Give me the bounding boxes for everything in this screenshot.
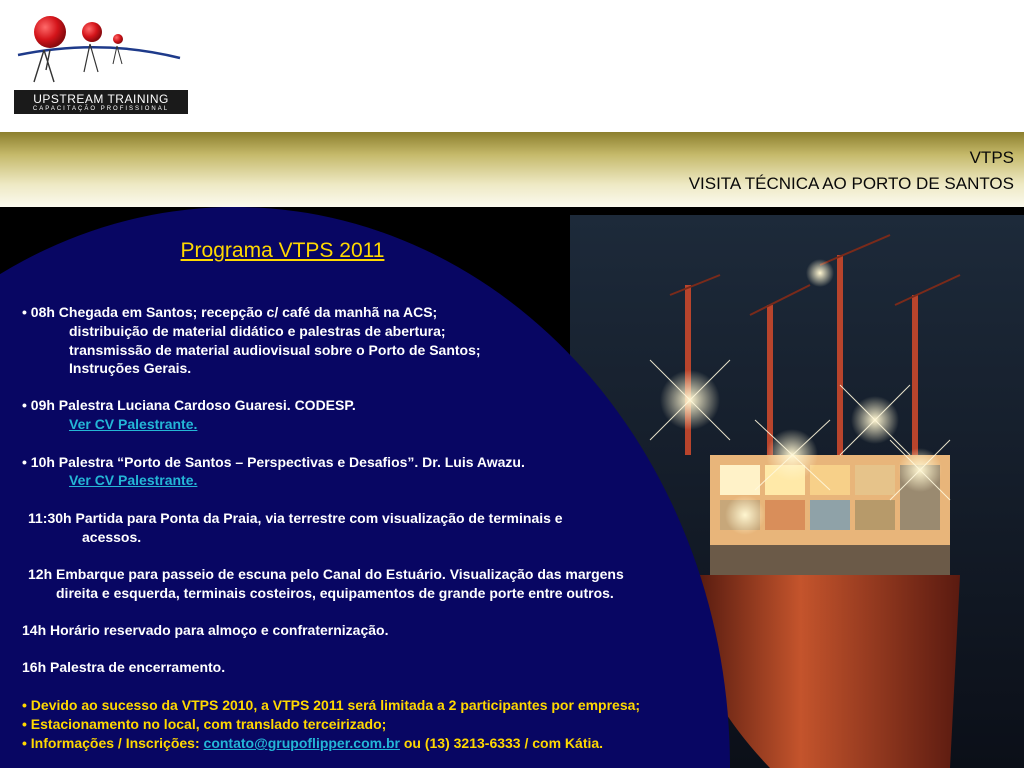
band-title-line2: VISITA TÉCNICA AO PORTO DE SANTOS xyxy=(688,174,1014,193)
contact-phone: ou (13) 3213-6333 / com Kátia. xyxy=(399,735,604,751)
cv-link-awazu[interactable]: Ver CV Palestrante. xyxy=(69,472,198,488)
program-content xyxy=(0,207,730,768)
agenda-line-09h: • 09h Palestra Luciana Cardoso Guaresi. CODESP. xyxy=(22,397,356,413)
agenda-line-16h: 16h Palestra de encerramento. xyxy=(22,659,226,675)
agenda-line-08h-cont3: Instruções Gerais. xyxy=(69,360,192,376)
header xyxy=(0,0,1024,132)
main-area xyxy=(0,207,1024,768)
title-band xyxy=(0,132,1024,207)
agenda-line-08h: • 08h Chegada em Santos; recepção c/ café da manhã na ACS; xyxy=(22,304,438,320)
notice-limit: • Devido ao sucesso da VTPS 2010, a VTPS 2011 será limitada a 2 participantes por empresa; xyxy=(22,697,641,713)
agenda-line-10h: • 10h Palestra “Porto de Santos – Perspectivas e Desafios”. Dr. Luis Awazu. xyxy=(22,454,525,470)
agenda-line-1130h: 11:30h Partida para Ponta da Praia, via terrestre com visualização de terminais e xyxy=(28,510,563,526)
logo-graphic xyxy=(10,10,192,100)
contact-email-link[interactable]: contato@grupoflipper.com.br xyxy=(203,735,400,751)
cv-link-luciana[interactable]: Ver CV Palestrante. xyxy=(69,416,198,432)
agenda-line-08h-cont1: distribuição de material didático e palestras de abertura; xyxy=(69,323,446,339)
contact-label: • Informações / Inscrições: xyxy=(22,735,204,751)
agenda-line-12h-cont: direita e esquerda, terminais costeiros, equipamentos de grande porte entre outros. xyxy=(56,585,614,601)
notice-contact xyxy=(22,735,603,751)
agenda-line-08h-cont2: transmissão de material audiovisual sobre o Porto de Santos; xyxy=(69,342,481,358)
company-logo xyxy=(10,10,192,116)
band-title-line1: VTPS xyxy=(969,148,1014,167)
agenda-line-12h: 12h Embarque para passeio de escuna pelo Canal do Estuário. Visualização das margens xyxy=(28,566,624,582)
notice-parking: • Estacionamento no local, com translado terceirizado; xyxy=(22,716,387,732)
program-title: Programa VTPS 2011 xyxy=(180,239,385,262)
logo-title: UPSTREAM TRAINING xyxy=(33,92,169,106)
agenda-line-1130h-cont: acessos. xyxy=(82,529,142,545)
logo-subtitle: CAPACITAÇÃO PROFISSIONAL xyxy=(32,106,170,112)
agenda-line-14h: 14h Horário reservado para almoço e confraternização. xyxy=(22,622,389,638)
